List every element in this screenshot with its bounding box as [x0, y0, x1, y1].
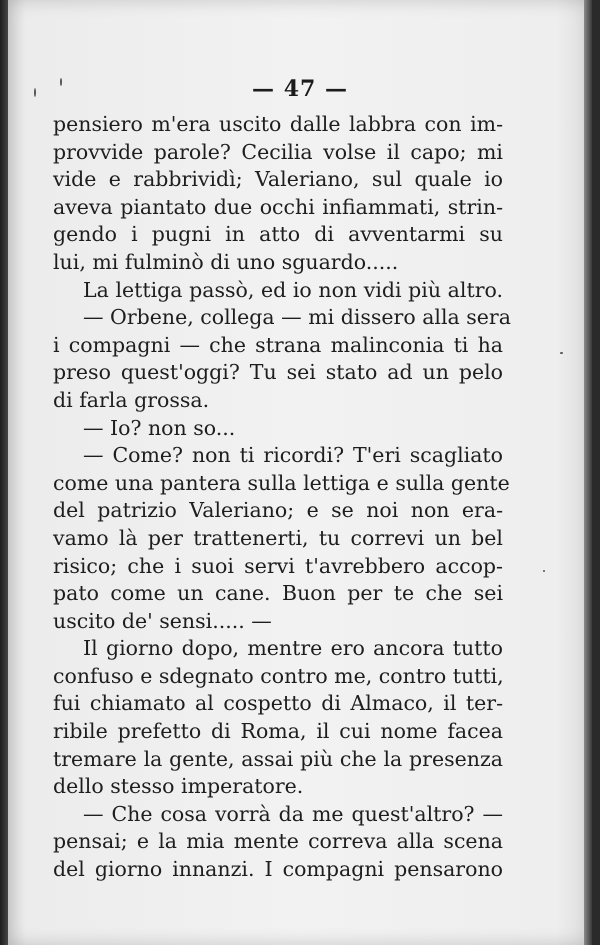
- text-line: fui chiamato al cospetto di Almaco, il ter-: [53, 691, 503, 716]
- text-line: Il giorno dopo, mentre ero ancora tutto: [83, 636, 503, 661]
- print-speck: [560, 352, 563, 354]
- text-line: — Orbene, collega — mi dissero alla sera: [83, 305, 511, 330]
- text-line: tremare la gente, assai più che la presenza: [53, 746, 503, 771]
- text-line: ribile prefetto di Roma, il cui nome facea: [53, 719, 503, 744]
- text-line: vamo là per trattenerti, tu correvi un bel: [53, 525, 503, 550]
- text-line: del giorno innanzi. I compagni pensarono: [53, 857, 503, 882]
- text-line: preso quest'oggi? Tu sei stato ad un pelo: [53, 360, 503, 385]
- text-line: come una pantera sulla lettiga e sulla gente: [53, 470, 510, 495]
- book-binding-edge: [0, 0, 8, 945]
- text-line: — Che cosa vorrà da me quest'altro? —: [83, 801, 503, 826]
- text-line: vide e rabbrividì; Valeriano, sul quale io: [53, 167, 503, 192]
- text-line: La lettiga passò, ed io non vidi più altro.: [83, 277, 503, 302]
- text-line: gendo i pugni in atto di avventarmi su: [53, 222, 503, 247]
- book-page: [8, 0, 592, 945]
- page-right-edge: [584, 0, 592, 945]
- text-line: — Come? non ti ricordi? T'eri scagliato: [83, 443, 503, 468]
- text-line: uscito de' sensi..... —: [53, 608, 272, 633]
- text-line: pato come un cane. Buon per te che sei: [53, 581, 503, 606]
- body-text: [53, 111, 511, 884]
- text-line: di farla grossa.: [53, 387, 210, 412]
- text-line: lui, mi fulminò di uno sguardo.....: [53, 249, 399, 274]
- page-number: — 47 —: [252, 76, 348, 102]
- text-line: provvide parole? Cecilia volse il capo; mi: [53, 139, 503, 164]
- text-line: pensiero m'era uscito dalle labbra con im-: [53, 112, 503, 136]
- text-line: confuso e sdegnato contro me, contro tutti,: [53, 663, 504, 688]
- text-line: del patrizio Valeriano; e se noi non era-: [53, 498, 503, 523]
- text-line: dello stesso imperatore.: [53, 774, 304, 799]
- text-line: risico; che i suoi servi t'avrebbero accop-: [53, 553, 503, 578]
- text-line: pensai; e la mia mente correva alla scena: [53, 829, 503, 854]
- print-speck: [543, 570, 545, 572]
- text-line: aveva piantato due occhi infiammati, strin-: [53, 194, 503, 219]
- text-line: i compagni — che strana malinconia ti ha: [53, 332, 503, 357]
- text-line: — Io? non so...: [83, 415, 236, 440]
